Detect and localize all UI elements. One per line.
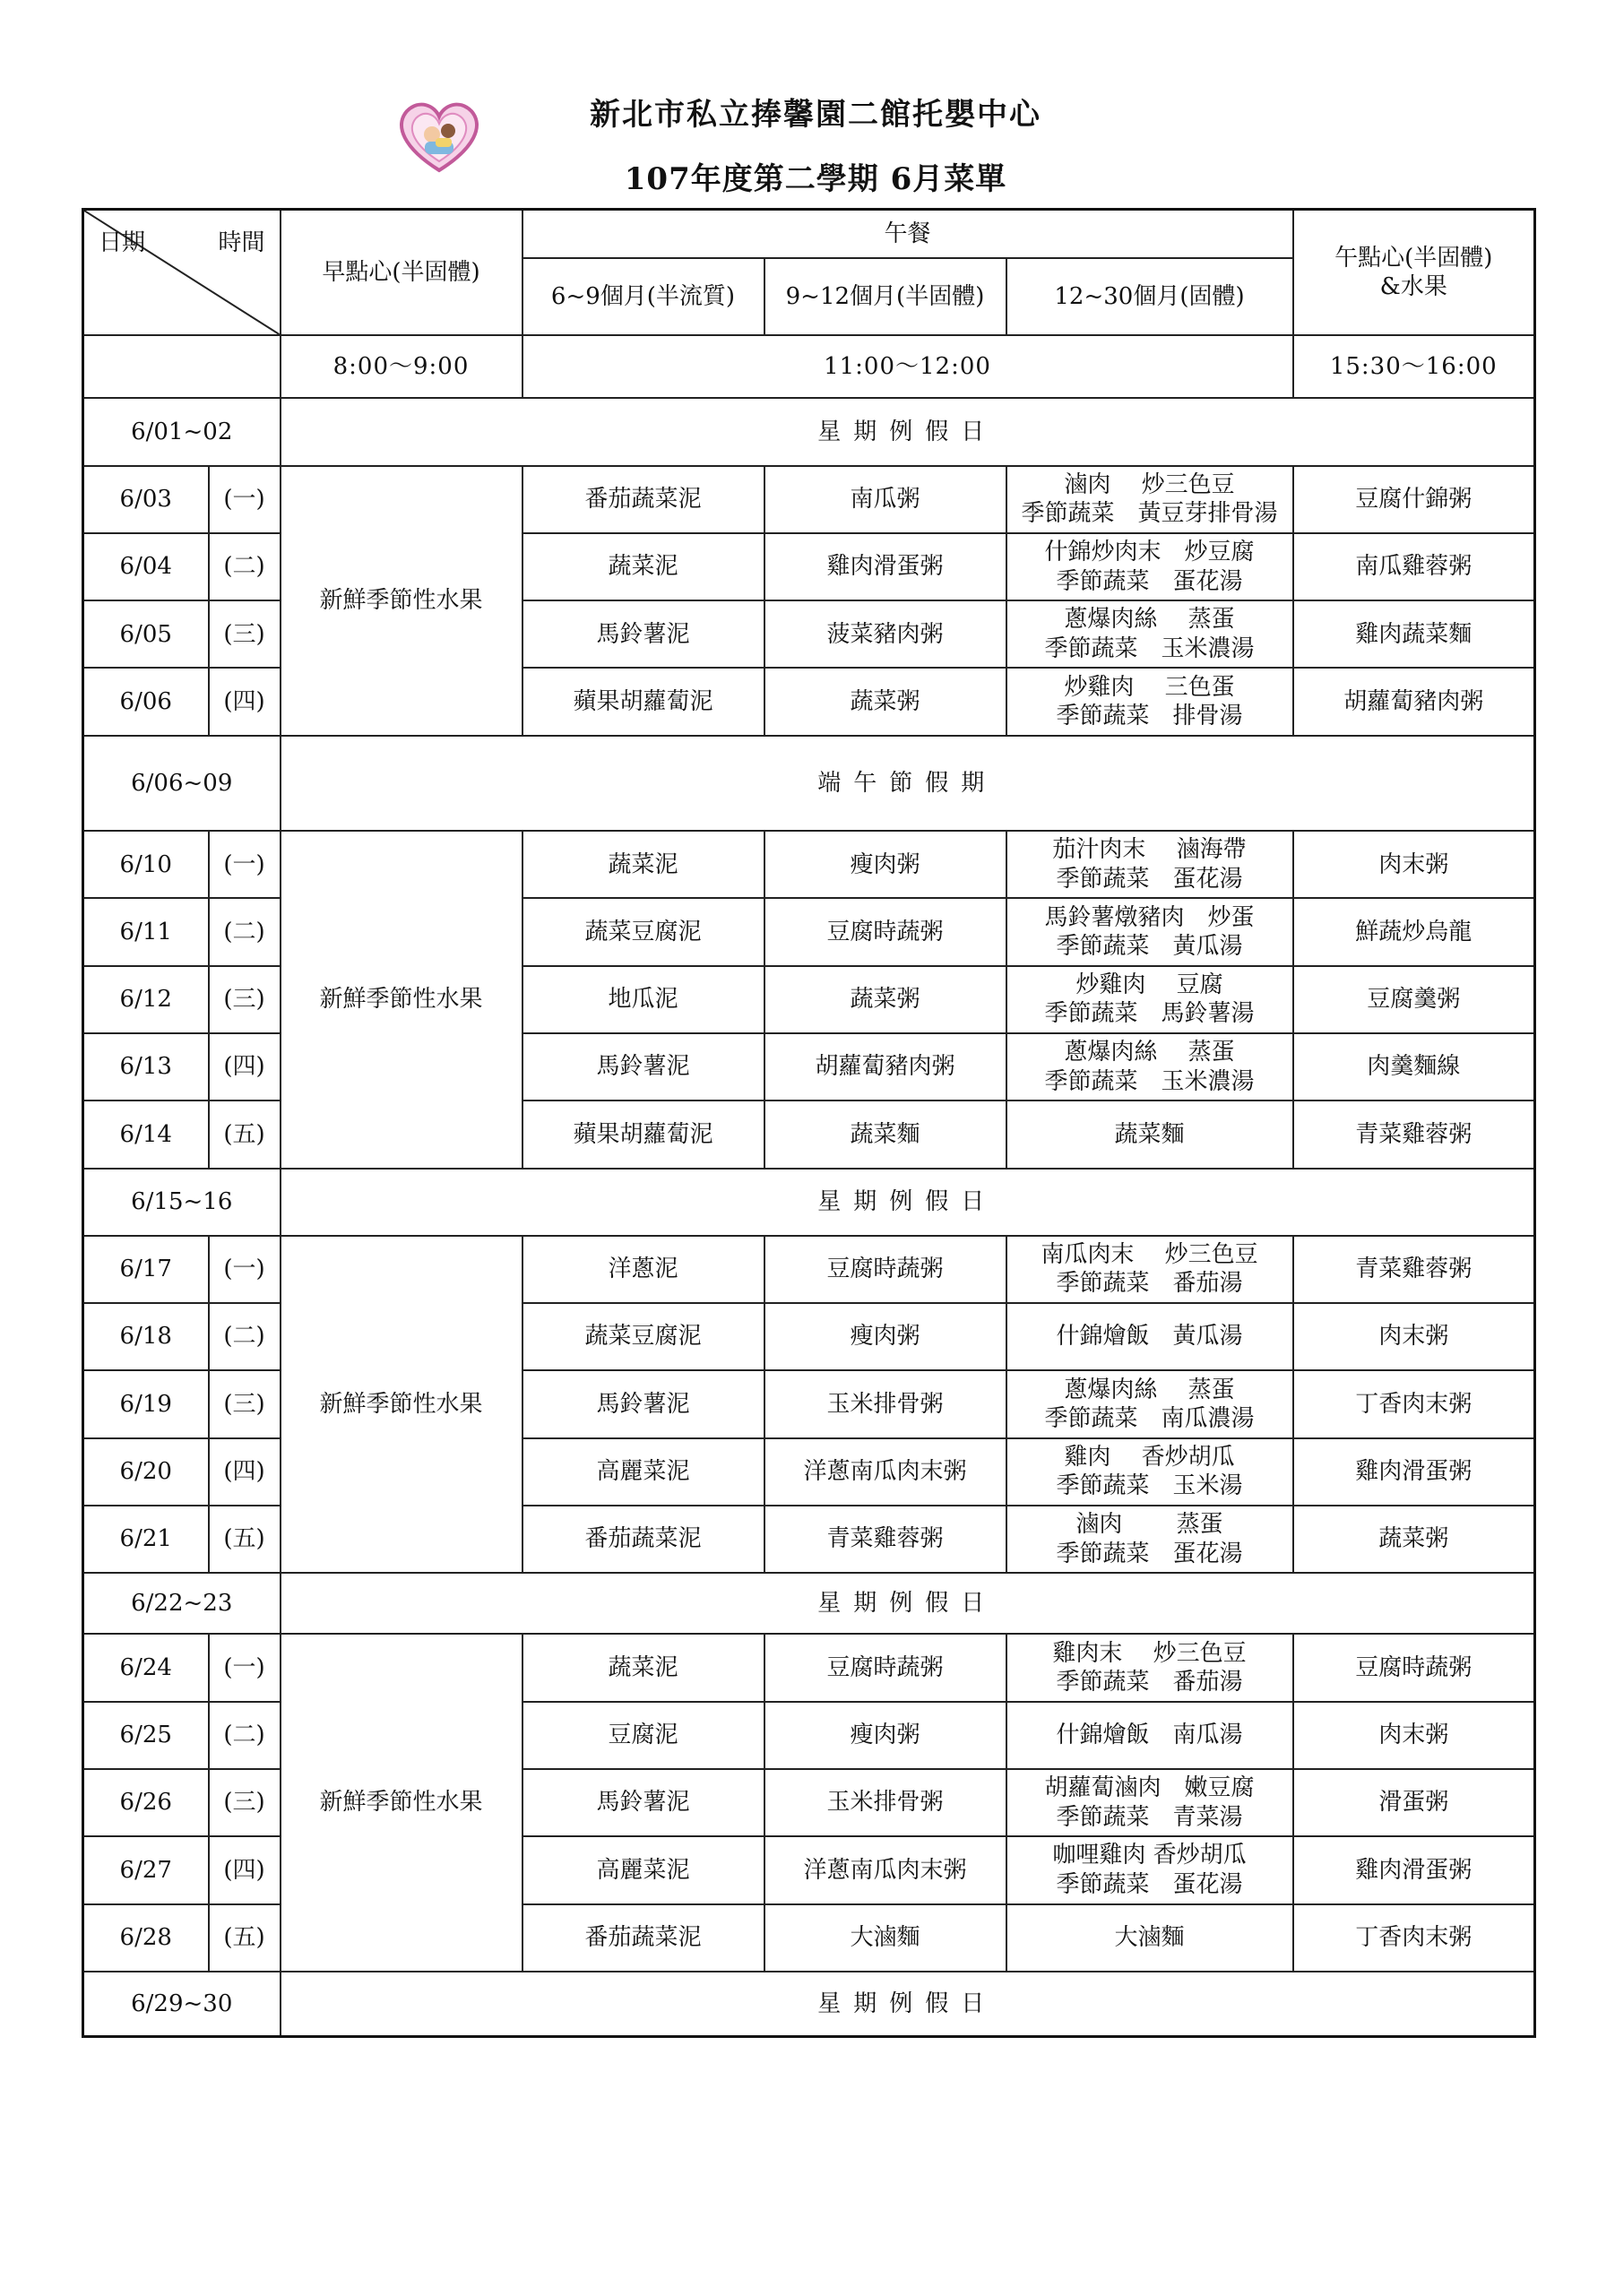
row-date: 6/06 (83, 668, 209, 735)
row-date: 6/10 (83, 831, 209, 898)
lunch-12-30: 炒雞肉 豆腐 季節蔬菜 馬鈴薯湯 (1006, 966, 1293, 1033)
lunch-9-12-header: 9~12個月(半固體) (764, 258, 1006, 335)
afternoon-snack-label: 午點心(半固體) (1334, 244, 1493, 272)
lunch-6-9: 地瓜泥 (522, 966, 764, 1033)
page-title: 新北市私立捧馨園二館托嬰中心 (590, 97, 1041, 133)
morning-fruit: 新鮮季節性水果 (281, 1236, 522, 1573)
lunch-6-9: 馬鈴薯泥 (522, 1033, 764, 1101)
row-day: (一) (209, 1634, 281, 1701)
date-time-header (83, 210, 281, 336)
lunch-6-9: 番茄蔬菜泥 (522, 1506, 764, 1573)
lunch-9-12: 胡蘿蔔豬肉粥 (764, 1033, 1006, 1101)
row-date: 6/03 (83, 466, 209, 533)
row-day: (四) (209, 1033, 281, 1101)
lunch-6-9: 番茄蔬菜泥 (522, 1904, 764, 1972)
row-day: (二) (209, 898, 281, 965)
lunch-12-30: 胡蘿蔔滷肉 嫩豆腐 季節蔬菜 青菜湯 (1006, 1769, 1293, 1836)
afternoon-snack: 雞肉滑蛋粥 (1293, 1836, 1535, 1903)
afternoon-snack: 蔬菜粥 (1293, 1506, 1535, 1573)
lunch-9-12: 豆腐時蔬粥 (764, 898, 1006, 965)
lunch-9-12: 蔬菜麵 (764, 1101, 1006, 1168)
afternoon-snack: 豆腐什錦粥 (1293, 466, 1535, 533)
holiday-label: 星期例假日 (281, 398, 1535, 465)
morning-fruit: 新鮮季節性水果 (281, 466, 522, 736)
lunch-9-12: 瘦肉粥 (764, 1702, 1006, 1769)
lunch-6-9: 蘋果胡蘿蔔泥 (522, 1101, 764, 1168)
afternoon-snack: 肉末粥 (1293, 831, 1535, 898)
lunch-12-30: 什錦燴飯 黃瓜湯 (1006, 1303, 1293, 1370)
afternoon-snack: 雞肉滑蛋粥 (1293, 1438, 1535, 1506)
row-day: (二) (209, 1702, 281, 1769)
heart-logo-icon (394, 99, 484, 174)
lunch-9-12: 玉米排骨粥 (764, 1769, 1006, 1836)
afternoon-snack: 肉羹麵線 (1293, 1033, 1535, 1101)
lunch-9-12: 雞肉滑蛋粥 (764, 533, 1006, 600)
time-lunch: 11:00～12:00 (522, 335, 1293, 398)
lunch-9-12: 蔬菜粥 (764, 966, 1006, 1033)
row-date: 6/25 (83, 1702, 209, 1769)
lunch-12-30: 蔥爆肉絲 蒸蛋 季節蔬菜 玉米濃湯 (1006, 1033, 1293, 1101)
row-date: 6/04 (83, 533, 209, 600)
lunch-12-30: 茄汁肉末 滷海帶 季節蔬菜 蛋花湯 (1006, 831, 1293, 898)
lunch-6-9: 蔬菜豆腐泥 (522, 898, 764, 965)
holiday-label: 星期例假日 (281, 1573, 1535, 1634)
row-date: 6/19 (83, 1370, 209, 1437)
afternoon-snack: 滑蛋粥 (1293, 1769, 1535, 1836)
table-row (83, 1236, 1535, 1303)
holiday-date: 6/01~02 (83, 398, 281, 465)
lunch-12-30: 咖哩雞肉 香炒胡瓜 季節蔬菜 蛋花湯 (1006, 1836, 1293, 1903)
time-blank (83, 335, 281, 398)
lunch-9-12: 豆腐時蔬粥 (764, 1634, 1006, 1701)
table-row (83, 831, 1535, 898)
lunch-9-12: 洋蔥南瓜肉末粥 (764, 1438, 1006, 1506)
afternoon-snack: 丁香肉末粥 (1293, 1904, 1535, 1972)
row-day: (三) (209, 1370, 281, 1437)
lunch-9-12: 南瓜粥 (764, 466, 1006, 533)
holiday-date: 6/22~23 (83, 1573, 281, 1634)
lunch-12-30: 雞肉 香炒胡瓜 季節蔬菜 玉米湯 (1006, 1438, 1293, 1506)
afternoon-snack: 肉末粥 (1293, 1303, 1535, 1370)
row-date: 6/27 (83, 1836, 209, 1903)
lunch-6-9: 洋蔥泥 (522, 1236, 764, 1303)
lunch-6-9: 蘋果胡蘿蔔泥 (522, 668, 764, 735)
holiday-label: 端午節假期 (281, 736, 1535, 831)
row-date: 6/11 (83, 898, 209, 965)
row-date: 6/28 (83, 1904, 209, 1972)
afternoon-snack-header (1293, 210, 1535, 336)
time-morning: 8:00～9:00 (281, 335, 522, 398)
row-day: (三) (209, 1769, 281, 1836)
afternoon-snack: 豆腐羹粥 (1293, 966, 1535, 1033)
row-date: 6/24 (83, 1634, 209, 1701)
holiday-label: 星期例假日 (281, 1169, 1535, 1236)
holiday-label: 星期例假日 (281, 1972, 1535, 2037)
row-date: 6/17 (83, 1236, 209, 1303)
row-day: (五) (209, 1904, 281, 1972)
lunch-9-12: 大滷麵 (764, 1904, 1006, 1972)
lunch-6-9: 豆腐泥 (522, 1702, 764, 1769)
lunch-6-9: 蔬菜豆腐泥 (522, 1303, 764, 1370)
lunch-12-30: 蔥爆肉絲 蒸蛋 季節蔬菜 玉米濃湯 (1006, 600, 1293, 668)
lunch-12-30: 蔬菜麵 (1006, 1101, 1293, 1168)
row-day: (一) (209, 1236, 281, 1303)
lunch-9-12: 青菜雞蓉粥 (764, 1506, 1006, 1573)
lunch-12-30-header: 12~30個月(固體) (1006, 258, 1293, 335)
table-row (83, 466, 1535, 533)
lunch-12-30: 滷肉 炒三色豆 季節蔬菜 黃豆芽排骨湯 (1006, 466, 1293, 533)
row-day: (三) (209, 600, 281, 668)
lunch-6-9: 蔬菜泥 (522, 1634, 764, 1701)
afternoon-snack: 青菜雞蓉粥 (1293, 1236, 1535, 1303)
row-day: (四) (209, 1438, 281, 1506)
lunch-6-9: 高麗菜泥 (522, 1836, 764, 1903)
row-date: 6/26 (83, 1769, 209, 1836)
lunch-12-30: 滷肉 蒸蛋 季節蔬菜 蛋花湯 (1006, 1506, 1293, 1573)
lunch-6-9-header: 6~9個月(半流質) (522, 258, 764, 335)
lunch-9-12: 瘦肉粥 (764, 1303, 1006, 1370)
row-date: 6/13 (83, 1033, 209, 1101)
time-afternoon: 15:30～16:00 (1293, 335, 1535, 398)
row-day: (一) (209, 831, 281, 898)
lunch-12-30: 炒雞肉 三色蛋 季節蔬菜 排骨湯 (1006, 668, 1293, 735)
lunch-9-12: 豆腐時蔬粥 (764, 1236, 1006, 1303)
lunch-12-30: 什錦燴飯 南瓜湯 (1006, 1702, 1293, 1769)
row-day: (四) (209, 1836, 281, 1903)
date-header: 日期 (99, 229, 146, 256)
morning-snack-header: 早點心(半固體) (281, 210, 522, 336)
lunch-6-9: 蔬菜泥 (522, 533, 764, 600)
morning-fruit: 新鮮季節性水果 (281, 831, 522, 1168)
lunch-12-30: 大滷麵 (1006, 1904, 1293, 1972)
lunch-header: 午餐 (522, 210, 1293, 258)
lunch-6-9: 高麗菜泥 (522, 1438, 764, 1506)
lunch-6-9: 馬鈴薯泥 (522, 1370, 764, 1437)
afternoon-snack: 鮮蔬炒烏龍 (1293, 898, 1535, 965)
afternoon-snack: 丁香肉末粥 (1293, 1370, 1535, 1437)
lunch-9-12: 玉米排骨粥 (764, 1370, 1006, 1437)
afternoon-snack: 豆腐時蔬粥 (1293, 1634, 1535, 1701)
morning-fruit: 新鮮季節性水果 (281, 1634, 522, 1971)
lunch-9-12: 洋蔥南瓜肉末粥 (764, 1836, 1006, 1903)
lunch-9-12: 蔬菜粥 (764, 668, 1006, 735)
holiday-date: 6/15~16 (83, 1169, 281, 1236)
row-date: 6/21 (83, 1506, 209, 1573)
row-date: 6/20 (83, 1438, 209, 1506)
lunch-9-12: 菠菜豬肉粥 (764, 600, 1006, 668)
holiday-date: 6/29~30 (83, 1972, 281, 2037)
row-day: (一) (209, 466, 281, 533)
lunch-12-30: 蔥爆肉絲 蒸蛋 季節蔬菜 南瓜濃湯 (1006, 1370, 1293, 1437)
menu-table (82, 208, 1536, 2038)
lunch-6-9: 番茄蔬菜泥 (522, 466, 764, 533)
page-subtitle: 107年度第二學期 6月菜單 (624, 161, 1007, 197)
lunch-12-30: 什錦炒肉末 炒豆腐 季節蔬菜 蛋花湯 (1006, 533, 1293, 600)
row-date: 6/14 (83, 1101, 209, 1168)
row-date: 6/18 (83, 1303, 209, 1370)
lunch-12-30: 南瓜肉末 炒三色豆 季節蔬菜 番茄湯 (1006, 1236, 1293, 1303)
afternoon-snack: 肉末粥 (1293, 1702, 1535, 1769)
lunch-6-9: 蔬菜泥 (522, 831, 764, 898)
row-day: (二) (209, 533, 281, 600)
lunch-12-30: 馬鈴薯燉豬肉 炒蛋 季節蔬菜 黃瓜湯 (1006, 898, 1293, 965)
row-day: (二) (209, 1303, 281, 1370)
afternoon-fruit-label: &水果 (1379, 273, 1447, 301)
lunch-6-9: 馬鈴薯泥 (522, 1769, 764, 1836)
holiday-date: 6/06~09 (83, 736, 281, 831)
row-date: 6/05 (83, 600, 209, 668)
afternoon-snack: 青菜雞蓉粥 (1293, 1101, 1535, 1168)
lunch-12-30: 雞肉末 炒三色豆 季節蔬菜 番茄湯 (1006, 1634, 1293, 1701)
time-header: 時間 (218, 229, 265, 256)
row-date: 6/12 (83, 966, 209, 1033)
table-row (83, 1634, 1535, 1701)
row-day: (五) (209, 1101, 281, 1168)
afternoon-snack: 南瓜雞蓉粥 (1293, 533, 1535, 600)
lunch-6-9: 馬鈴薯泥 (522, 600, 764, 668)
lunch-9-12: 瘦肉粥 (764, 831, 1006, 898)
row-day: (五) (209, 1506, 281, 1573)
row-day: (四) (209, 668, 281, 735)
row-day: (三) (209, 966, 281, 1033)
afternoon-snack: 雞肉蔬菜麵 (1293, 600, 1535, 668)
afternoon-snack: 胡蘿蔔豬肉粥 (1293, 668, 1535, 735)
